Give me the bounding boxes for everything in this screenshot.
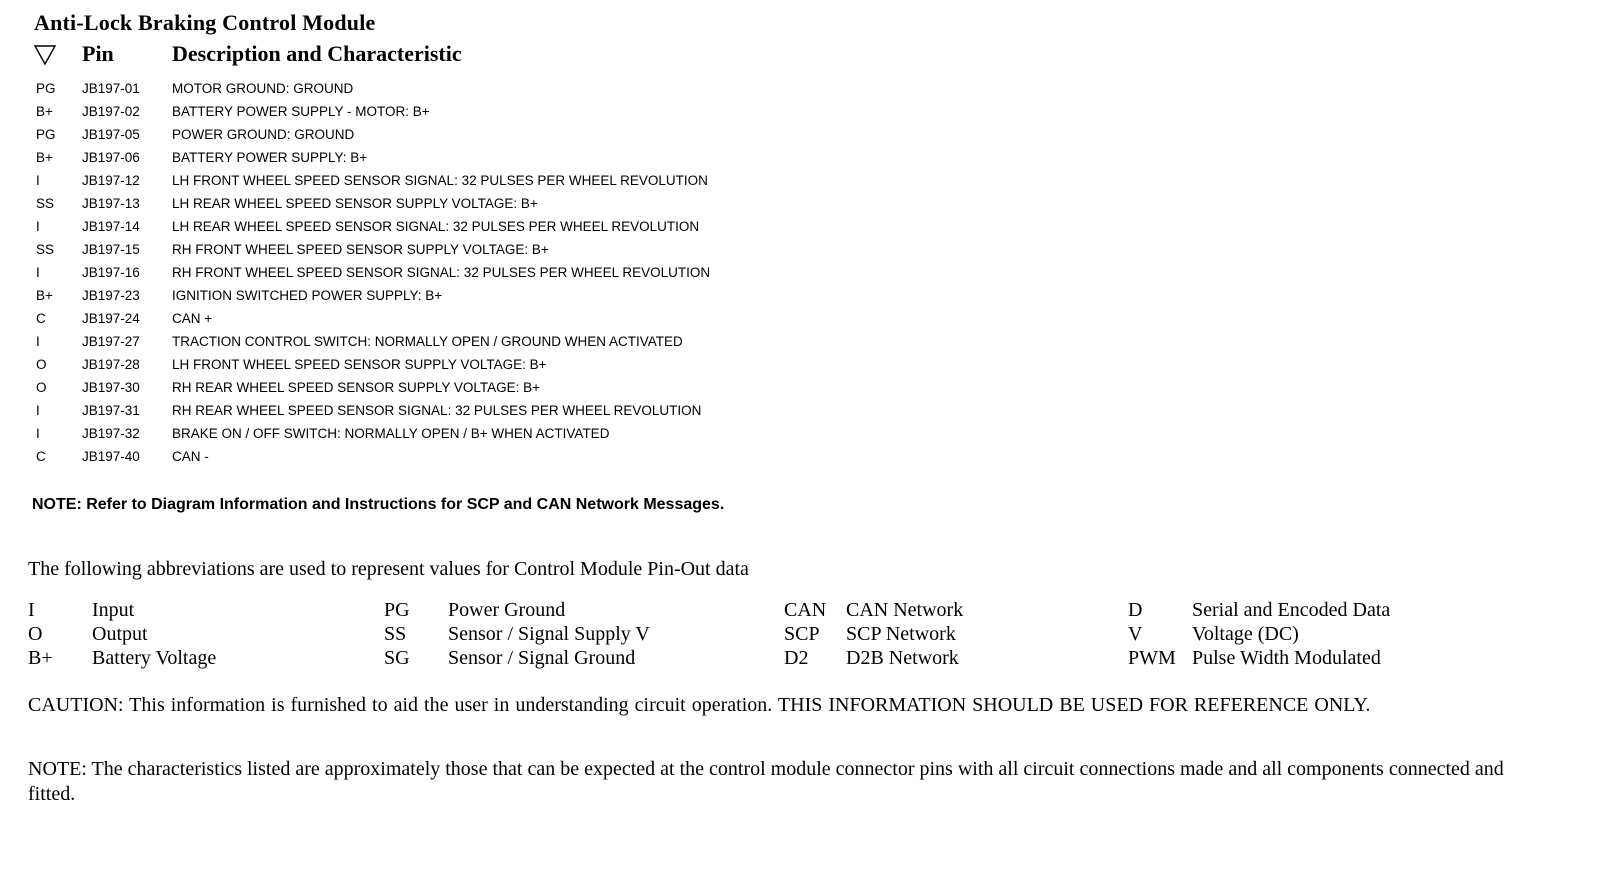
pin-number: JB197-06 xyxy=(82,150,140,165)
abbreviation-key: O xyxy=(28,623,43,645)
pin-description: CAN - xyxy=(172,449,209,464)
pin-symbol: PG xyxy=(36,127,56,142)
pin-number: JB197-14 xyxy=(82,219,140,234)
abbreviation-row xyxy=(28,646,1528,670)
pin-symbol: O xyxy=(36,380,47,395)
pin-symbol: SS xyxy=(36,196,55,211)
pin-description: MOTOR GROUND: GROUND xyxy=(172,81,354,96)
abbreviation-value: Pulse Width Modulated xyxy=(1192,647,1381,669)
pin-description: LH REAR WHEEL SPEED SENSOR SIGNAL: 32 PULSES PER WHEEL REVOLUTION xyxy=(172,219,700,234)
pin-description: BRAKE ON / OFF SWITCH: NORMALLY OPEN / B+ WHEN ACTIVATED xyxy=(172,426,610,441)
table-row xyxy=(34,215,934,238)
pin-symbol: I xyxy=(36,219,40,234)
pin-symbol: I xyxy=(36,334,40,349)
abbreviations-grid xyxy=(28,598,1528,678)
page-title: Anti-Lock Braking Control Module xyxy=(34,10,376,35)
abbreviation-key: I xyxy=(28,599,35,621)
table-row xyxy=(34,376,934,399)
caution-notice: CAUTION: This information is furnished to aid the user in understanding circuit operation. THIS INFORMATION SHOULD BE USED FOR REFERENCE ONLY. xyxy=(28,694,1371,716)
abbreviation-key: PWM xyxy=(1128,647,1176,669)
pin-description: LH FRONT WHEEL SPEED SENSOR SIGNAL: 32 PULSES PER WHEEL REVOLUTION xyxy=(172,173,708,188)
pin-description: LH REAR WHEEL SPEED SENSOR SUPPLY VOLTAGE: B+ xyxy=(172,196,538,211)
abbreviation-key: SCP xyxy=(784,623,820,645)
pin-number: JB197-16 xyxy=(82,265,140,280)
table-row xyxy=(34,445,934,468)
abbreviations-intro: The following abbreviations are used to represent values for Control Module Pin-Out data xyxy=(28,558,749,580)
pin-number: JB197-05 xyxy=(82,127,140,142)
pin-symbol: I xyxy=(36,403,40,418)
pin-description: TRACTION CONTROL SWITCH: NORMALLY OPEN / GROUND WHEN ACTIVATED xyxy=(172,334,683,349)
abbreviation-key: V xyxy=(1128,623,1143,645)
pin-symbol: B+ xyxy=(36,150,53,165)
abbreviation-value: Battery Voltage xyxy=(92,647,217,669)
pin-description: BATTERY POWER SUPPLY: B+ xyxy=(172,150,368,165)
characteristics-note: NOTE: The characteristics listed are approximately those that can be expected at the control module connector pins with all circuit connections made and all components connected and fitted. xyxy=(28,758,1504,805)
abbreviation-key: SS xyxy=(384,623,407,645)
table-row xyxy=(34,238,934,261)
network-note: NOTE: Refer to Diagram Information and Instructions for SCP and CAN Network Messages. xyxy=(32,496,725,513)
pin-symbol: B+ xyxy=(36,288,53,303)
pin-number: JB197-24 xyxy=(82,311,140,326)
table-row xyxy=(34,399,934,422)
pin-symbol: SS xyxy=(36,242,55,257)
pin-number: JB197-31 xyxy=(82,403,140,418)
abbreviation-row xyxy=(28,598,1528,622)
pin-description: POWER GROUND: GROUND xyxy=(172,127,355,142)
pin-table-header xyxy=(34,41,934,71)
pin-number: JB197-28 xyxy=(82,357,140,372)
pin-symbol: I xyxy=(36,173,40,188)
abbreviation-value: CAN Network xyxy=(846,599,964,621)
pin-description: IGNITION SWITCHED POWER SUPPLY: B+ xyxy=(172,288,443,303)
pin-description: BATTERY POWER SUPPLY - MOTOR: B+ xyxy=(172,104,430,119)
abbreviation-value: Serial and Encoded Data xyxy=(1192,599,1391,621)
pin-number: JB197-32 xyxy=(82,426,140,441)
table-row xyxy=(34,77,934,100)
abbreviation-key: D xyxy=(1128,599,1143,621)
table-row xyxy=(34,261,934,284)
pin-description: RH FRONT WHEEL SPEED SENSOR SIGNAL: 32 PULSES PER WHEEL REVOLUTION xyxy=(172,265,711,280)
pin-symbol: C xyxy=(36,449,46,464)
pin-description: RH REAR WHEEL SPEED SENSOR SIGNAL: 32 PULSES PER WHEEL REVOLUTION xyxy=(172,403,702,418)
pin-number: JB197-13 xyxy=(82,196,140,211)
table-row xyxy=(34,422,934,445)
pin-number: JB197-12 xyxy=(82,173,140,188)
abbreviation-value: D2B Network xyxy=(846,647,959,669)
pin-symbol: I xyxy=(36,426,40,441)
abbreviation-value: Sensor / Signal Ground xyxy=(448,647,636,669)
abbreviation-key: PG xyxy=(384,599,410,621)
pin-description: RH REAR WHEEL SPEED SENSOR SUPPLY VOLTAGE: B+ xyxy=(172,380,540,395)
table-row xyxy=(34,146,934,169)
abbreviation-key: D2 xyxy=(784,647,809,669)
pin-number: JB197-30 xyxy=(82,380,140,395)
pin-number: JB197-01 xyxy=(82,81,140,96)
abbreviation-value: Sensor / Signal Supply V xyxy=(448,623,650,645)
table-row xyxy=(34,307,934,330)
table-row xyxy=(34,192,934,215)
abbreviation-key: CAN xyxy=(784,599,827,621)
pin-symbol: O xyxy=(36,357,47,372)
pin-number: JB197-27 xyxy=(82,334,140,349)
pin-symbol: B+ xyxy=(36,104,53,119)
table-row xyxy=(34,353,934,376)
abbreviation-value: Power Ground xyxy=(448,599,566,621)
pin-description: CAN + xyxy=(172,311,213,326)
table-row xyxy=(34,100,934,123)
pin-number: JB197-23 xyxy=(82,288,140,303)
abbreviation-key: B+ xyxy=(28,647,53,669)
abbreviation-row xyxy=(28,622,1528,646)
table-row xyxy=(34,169,934,192)
table-row xyxy=(34,123,934,146)
pin-column-header: Pin xyxy=(82,41,114,66)
pin-number: JB197-02 xyxy=(82,104,140,119)
abbreviation-value: Voltage (DC) xyxy=(1192,623,1299,645)
pin-table xyxy=(34,77,934,468)
pin-number: JB197-40 xyxy=(82,449,140,464)
pin-symbol: PG xyxy=(36,81,56,96)
table-row xyxy=(34,330,934,353)
abbreviation-value: SCP Network xyxy=(846,623,956,645)
pin-symbol: C xyxy=(36,311,46,326)
abbreviation-key: SG xyxy=(384,647,410,669)
pin-symbol: I xyxy=(36,265,40,280)
description-column-header: Description and Characteristic xyxy=(172,41,462,66)
pin-description: LH FRONT WHEEL SPEED SENSOR SUPPLY VOLTAGE: B+ xyxy=(172,357,547,372)
abbreviation-value: Input xyxy=(92,599,135,621)
table-row xyxy=(34,284,934,307)
abbreviation-value: Output xyxy=(92,623,148,645)
triangle-down-outline-icon xyxy=(34,41,56,72)
pin-description: RH FRONT WHEEL SPEED SENSOR SUPPLY VOLTAGE: B+ xyxy=(172,242,549,257)
pin-number: JB197-15 xyxy=(82,242,140,257)
